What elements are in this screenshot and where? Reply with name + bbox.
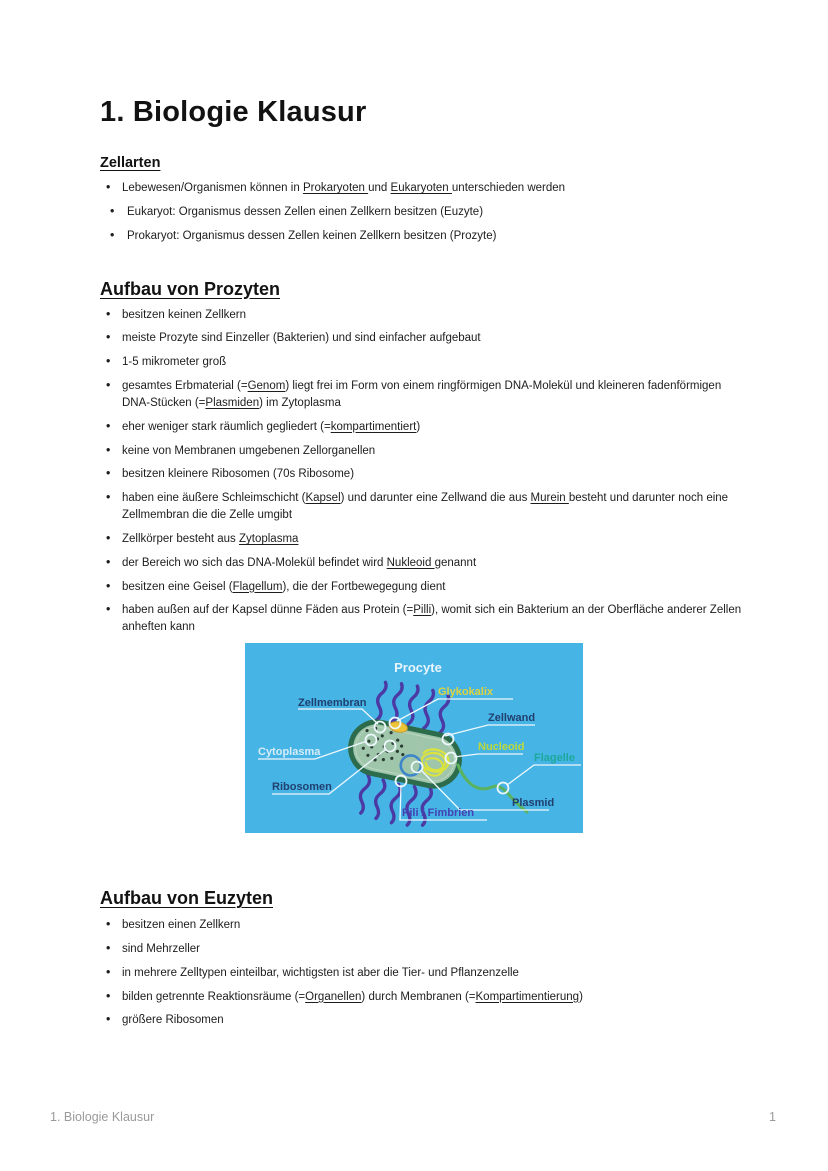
bullet-item: • Prokaryot: Organismus dessen Zellen keinen Zellkern besitzen (Prozyte) — [100, 228, 747, 245]
bullet-item: • größere Ribosomen — [100, 1012, 747, 1029]
diagram-label-flagelle: Flagelle — [534, 752, 575, 765]
bullet-item: • eher weniger stark räumlich gegliedert (=kompartimentiert) — [100, 419, 747, 436]
diagram-label-glykokalix: Glykokalix — [438, 686, 494, 699]
bullet-item: • besitzen kleinere Ribosomen (70s Ribosome) — [100, 466, 747, 483]
section-heading-prozyten: Aufbau von Prozyten — [100, 278, 281, 299]
diagram-label-plasmid: Plasmid — [512, 797, 555, 810]
diagram-label-ribosomen: Ribosomen — [272, 781, 332, 794]
bullet-item: • der Bereich wo sich das DNA-Molekül befindet wird Nukleoid genannt — [100, 555, 747, 572]
bullet-item: • Zellkörper besteht aus Zytoplasma — [100, 531, 747, 548]
bullet-list-prozyten — [100, 307, 747, 637]
bullet-item: • haben außen auf der Kapsel dünne Fäden aus Protein (=Pilli), womit sich ein Bakterium an der Oberfläche anderer Zellen anheften kann — [100, 602, 747, 636]
bullet-item: • 1-5 mikrometer groß — [100, 354, 747, 371]
section-heading-zellarten: Zellarten — [100, 155, 161, 171]
bullet-item: • Eukaryot: Organismus dessen Zellen einen Zellkern besitzen (Euzyte) — [100, 204, 747, 221]
bullet-item: • sind Mehrzeller — [100, 941, 747, 958]
diagram-title: Procyte — [394, 660, 442, 676]
bullet-item: • haben eine äußere Schleimschicht (Kapsel) und darunter eine Zellwand die aus Murein besteht und darunter noch eine Zellmembran die die Zelle umgibt — [100, 490, 747, 524]
bullet-list-zellarten — [100, 180, 747, 245]
diagram-label-zellmembran: Zellmembran — [298, 697, 367, 710]
bullet-list-euzyten — [100, 917, 747, 1029]
bullet-item: • besitzen eine Geisel (Flagellum), die der Fortbewegegung dient — [100, 579, 747, 596]
bullet-item: • besitzen keinen Zellkern — [100, 307, 747, 324]
bullet-item: • keine von Membranen umgebenen Zellorganellen — [100, 443, 747, 460]
diagram-label-cytoplasma: Cytoplasma — [258, 746, 321, 759]
bullet-item: • bilden getrennte Reaktionsräume (=Organellen) durch Membranen (=Kompartimentierung) — [100, 989, 747, 1006]
bullet-item: • besitzen einen Zellkern — [100, 917, 747, 934]
footer-page-number: 1 — [769, 1110, 776, 1124]
diagram-label-pili: Pili / Fimbrien — [402, 807, 475, 820]
page-content — [100, 0, 747, 1036]
bullet-item: • in mehrere Zelltypen einteilbar, wichtigsten ist aber die Tier- und Pflanzenzelle — [100, 965, 747, 982]
cell-diagram-image — [245, 643, 583, 833]
diagram-label-zellwand: Zellwand — [488, 712, 536, 725]
bullet-item: • Lebewesen/Organismen können in Prokaryoten und Eukaryoten unterschieden werden — [100, 180, 747, 197]
section-heading-euzyten: Aufbau von Euzyten — [100, 888, 274, 909]
diagram-label-nucleoid: Nucleoid — [478, 741, 525, 754]
footer-document-title: 1. Biologie Klausur — [50, 1110, 155, 1124]
bullet-item: • gesamtes Erbmaterial (=Genom) liegt frei im Form von einem ringförmigen DNA-Molekül und kleineren fadenförmigen DNA-Stücken (=Plasmiden) im Zytoplasma — [100, 378, 747, 412]
procyte-diagram-svg — [245, 643, 583, 833]
bullet-item: • meiste Prozyte sind Einzeller (Bakterien) und sind einfacher aufgebaut — [100, 330, 747, 347]
page-title: 1. Biologie Klausur — [100, 96, 367, 128]
